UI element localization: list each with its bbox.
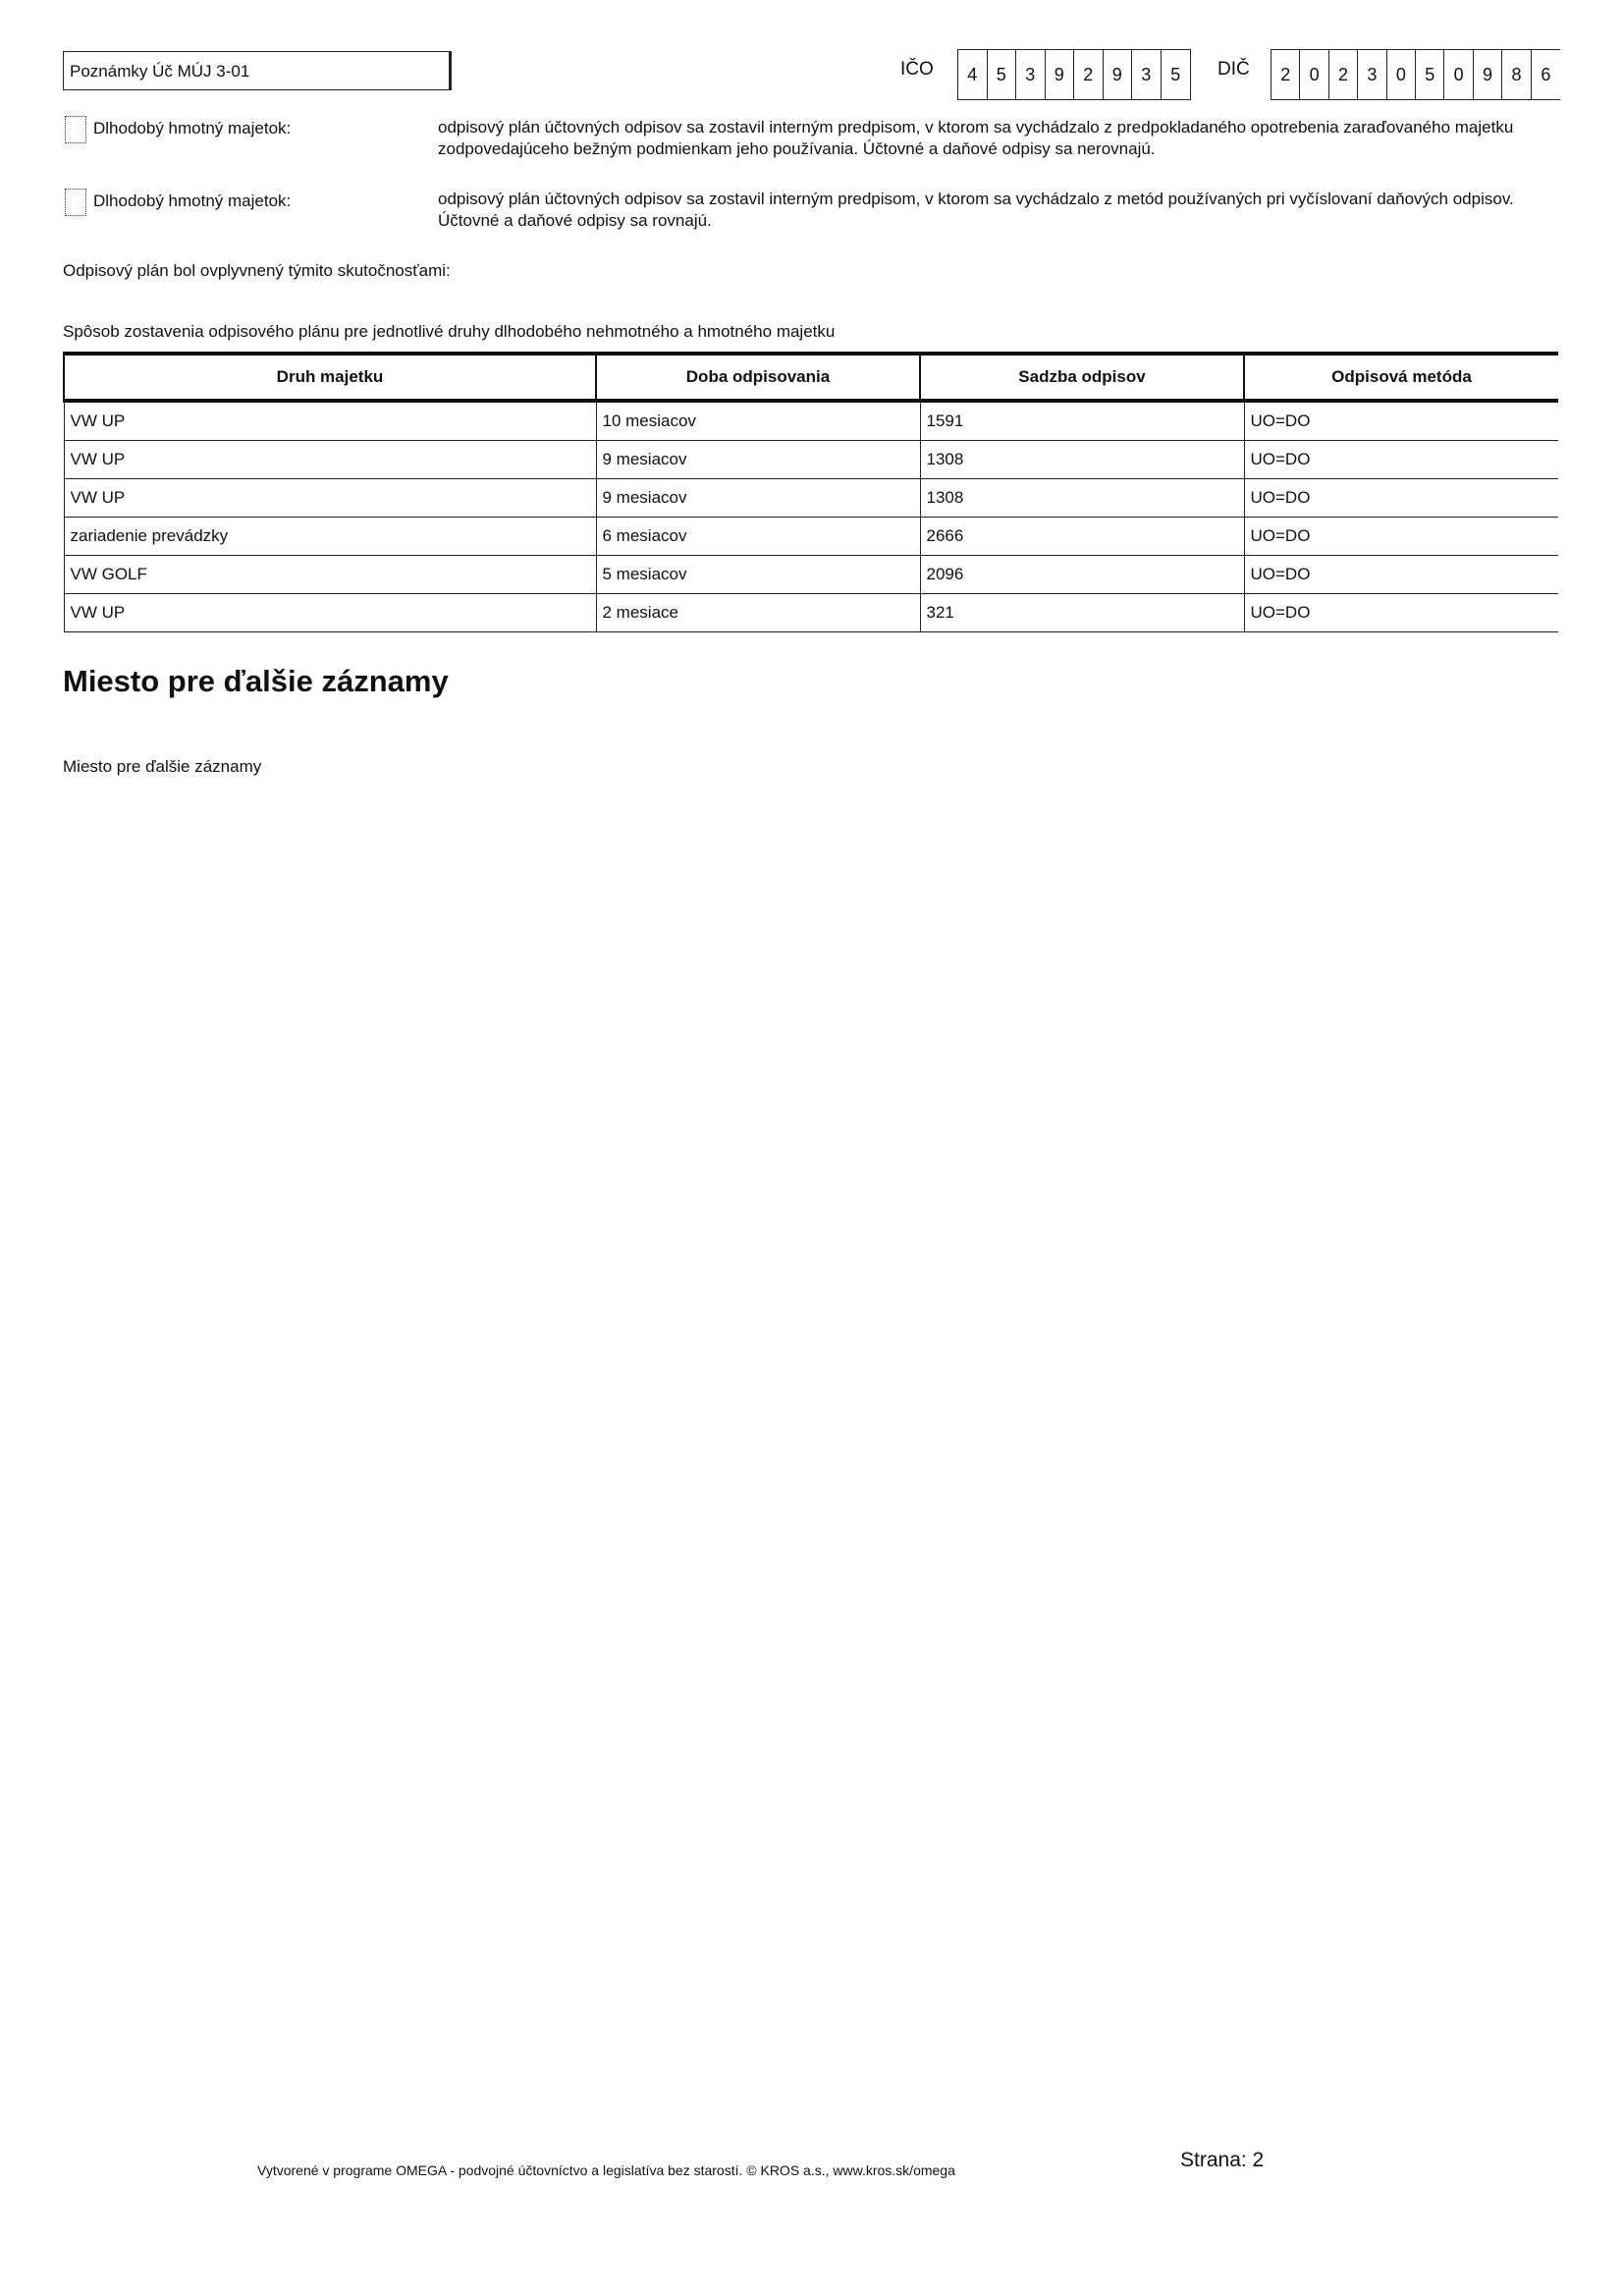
dic-label: DIČ [1217, 59, 1250, 80]
cell-asset-type: VW UP [64, 479, 596, 518]
dic-digit: 3 [1358, 50, 1386, 99]
section-heading: Miesto pre ďalšie záznamy [63, 664, 449, 698]
header-depreciation-method: Odpisová metóda [1244, 354, 1558, 401]
cell-asset-type: VW UP [64, 441, 596, 479]
cell-period: 10 mesiacov [596, 401, 920, 441]
dic-digit: 0 [1300, 50, 1328, 99]
cell-period: 5 mesiacov [596, 556, 920, 594]
cell-asset-type: zariadenie prevádzky [64, 518, 596, 556]
dic-digit: 5 [1416, 50, 1444, 99]
cell-rate: 321 [920, 594, 1244, 632]
header-asset-type: Druh majetku [64, 354, 596, 401]
cell-method: UO=DO [1244, 441, 1558, 479]
cell-method: UO=DO [1244, 401, 1558, 441]
table-row [64, 441, 1558, 479]
ico-digit: 3 [1132, 50, 1162, 99]
table-header-row [64, 354, 1558, 401]
cell-method: UO=DO [1244, 518, 1558, 556]
option-1-checkbox[interactable] [65, 116, 86, 143]
dic-digit: 2 [1329, 50, 1358, 99]
option-2-checkbox[interactable] [65, 189, 86, 216]
dic-digit: 9 [1474, 50, 1502, 99]
ico-digit: 5 [1170, 64, 1181, 84]
cell-asset-type: VW GOLF [64, 556, 596, 594]
cell-asset-type: VW UP [64, 401, 596, 441]
cell-method: UO=DO [1244, 479, 1558, 518]
dic-digit: 0 [1444, 50, 1473, 99]
ico-field [957, 49, 1191, 100]
option-1-text: odpisový plán účtovných odpisov sa zostavil interným predpisom, v ktorom sa vychádzalo z predpokladaného opotrebenia zaraďovaného majetku zodpovedajúceho bežným podmienkam jeho používania. Účtovné a daňové odpisy sa nerovnajú. [438, 118, 1514, 158]
table-row [64, 479, 1558, 518]
form-title: Poznámky Úč MÚJ 3-01 [63, 51, 452, 90]
section-text: Miesto pre ďalšie záznamy [63, 757, 262, 776]
footer-note: Vytvorené v programe OMEGA - podvojné účtovníctvo a legislatíva bez starostí. © KROS a.s., www.kros.sk/omega [257, 2162, 955, 2178]
dic-digit: 8 [1502, 50, 1531, 99]
option-1-label: Dlhodobý hmotný majetok: [93, 119, 292, 137]
table-row [64, 518, 1558, 556]
dic-digit: 0 [1387, 50, 1416, 99]
dic-digit: 2 [1271, 50, 1300, 99]
cell-rate: 2666 [920, 518, 1244, 556]
dic-digit: 6 [1541, 64, 1551, 84]
influence-text: Odpisový plán bol ovplyvnený týmito skutočnosťami: [63, 261, 451, 280]
ico-digit: 3 [1016, 50, 1046, 99]
depreciation-table [63, 352, 1558, 632]
page-number: Strana: 2 [1180, 2149, 1265, 2171]
cell-asset-type: VW UP [64, 594, 596, 632]
ico-digit: 9 [1104, 50, 1133, 99]
ico-digit: 4 [958, 50, 988, 99]
option-2-label: Dlhodobý hmotný majetok: [93, 191, 292, 210]
cell-period: 6 mesiacov [596, 518, 920, 556]
cell-period: 9 mesiacov [596, 441, 920, 479]
dic-field [1271, 49, 1560, 100]
ico-digit: 9 [1046, 50, 1075, 99]
cell-rate: 2096 [920, 556, 1244, 594]
ico-digit: 5 [988, 50, 1017, 99]
cell-period: 9 mesiacov [596, 479, 920, 518]
ico-digit: 2 [1074, 50, 1104, 99]
cell-rate: 1308 [920, 479, 1244, 518]
header-depreciation-period: Doba odpisovania [596, 354, 920, 401]
header-depreciation-rate: Sadzba odpisov [920, 354, 1244, 401]
cell-rate: 1308 [920, 441, 1244, 479]
cell-method: UO=DO [1244, 556, 1558, 594]
cell-period: 2 mesiace [596, 594, 920, 632]
table-row [64, 401, 1558, 441]
ico-label: IČO [900, 59, 934, 80]
table-intro: Spôsob zostavenia odpisového plánu pre jednotlivé druhy dlhodobého nehmotného a hmotného majetku [63, 322, 836, 341]
table-row [64, 556, 1558, 594]
cell-rate: 1591 [920, 401, 1244, 441]
table-row [64, 594, 1558, 632]
cell-method: UO=DO [1244, 594, 1558, 632]
option-2-text: odpisový plán účtovných odpisov sa zostavil interným predpisom, v ktorom sa vychádzalo z metód používaných pri vyčíslovaní daňových odpisov. Účtovné a daňové odpisy sa rovnajú. [438, 190, 1514, 230]
